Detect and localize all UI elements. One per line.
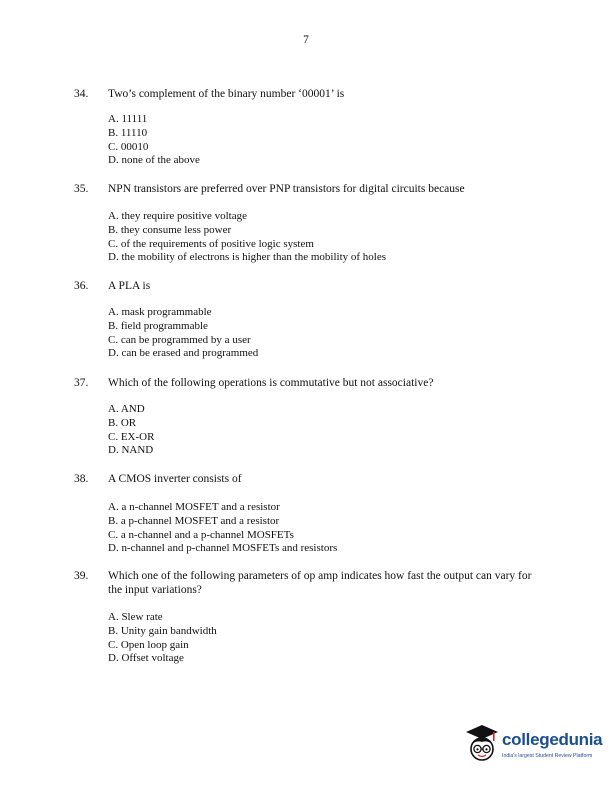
option-b: B. OR — [108, 416, 137, 429]
question-number: 34. — [74, 88, 89, 100]
mascot-icon — [462, 722, 502, 768]
question-text: Two’s complement of the binary number ‘00001’ is — [108, 88, 345, 100]
logo-name: collegedunia — [502, 730, 603, 749]
option-b: B. 11110 — [108, 126, 148, 139]
question-number: 36. — [74, 280, 89, 292]
question-number: 38. — [74, 473, 89, 485]
collegedunia-logo — [462, 722, 602, 772]
question-text: Which of the following operations is commutative but not associative? — [108, 377, 434, 389]
option-d: D. can be erased and programmed — [108, 347, 259, 360]
option-b: B. Unity gain bandwidth — [108, 624, 217, 637]
question-number: 35. — [74, 183, 89, 195]
options-list — [108, 306, 258, 361]
options-list — [108, 403, 154, 458]
options-list — [108, 611, 217, 666]
option-c: C. can be programmed by a user — [108, 333, 251, 346]
question-text: A CMOS inverter consists of — [108, 473, 242, 485]
option-b: B. they consume less power — [108, 223, 232, 236]
option-a: A. Slew rate — [108, 611, 163, 623]
option-c: C. EX-OR — [108, 430, 155, 443]
option-d: D. none of the above — [108, 154, 200, 167]
option-a: A. mask programmable — [108, 306, 212, 318]
option-d: D. the mobility of electrons is higher than the mobility of holes — [108, 251, 387, 264]
option-c: C. of the requirements of positive logic system — [108, 237, 314, 250]
question-text: Which one of the following parameters of op amp indicates how fast the output can vary for the input variations? — [108, 570, 532, 596]
logo-tagline: India's largest Student Review Platform — [502, 753, 593, 759]
option-c: C. Open loop gain — [108, 638, 189, 651]
options-list — [108, 210, 386, 265]
question-number: 39. — [74, 570, 89, 582]
options-list — [108, 113, 200, 168]
option-c: C. 00010 — [108, 140, 149, 153]
option-a: A. AND — [108, 403, 145, 415]
option-a: A. they require positive voltage — [108, 210, 247, 222]
page-number: 7 — [303, 34, 309, 46]
option-a: A. 11111 — [108, 113, 148, 125]
option-a: A. a n-channel MOSFET and a resistor — [108, 501, 280, 513]
option-d: D. Offset voltage — [108, 652, 184, 665]
option-d: D. NAND — [108, 444, 154, 457]
option-b: B. field programmable — [108, 319, 208, 332]
options-list — [108, 501, 337, 556]
question-text: NPN transistors are preferred over PNP transistors for digital circuits because — [108, 183, 465, 195]
question-number: 37. — [74, 377, 89, 389]
option-c: C. a n-channel and a p-channel MOSFETs — [108, 528, 294, 541]
option-d: D. n-channel and p-channel MOSFETs and resistors — [108, 542, 338, 555]
question-text: A PLA is — [108, 280, 151, 292]
option-b: B. a p-channel MOSFET and a resistor — [108, 514, 280, 527]
